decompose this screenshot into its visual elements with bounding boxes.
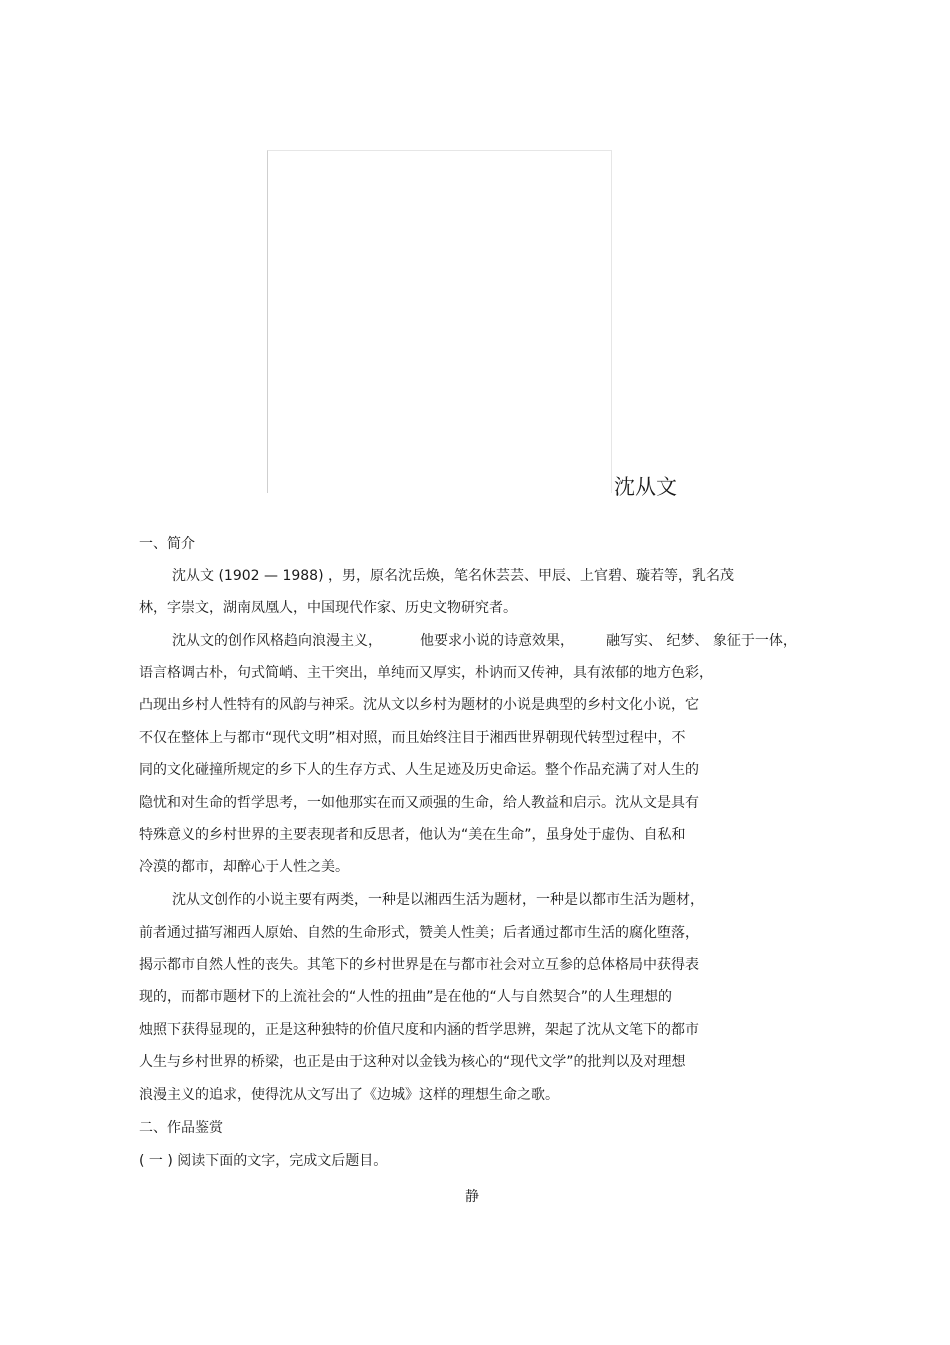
- style-para-line-4: 不仅在整体上与都市“现代文明”相对照，而且始终注目于湘西世界朝现代转型过程中，不: [139, 730, 686, 746]
- section1-heading: 一、简介: [139, 536, 195, 552]
- style-para-line-7: 特殊意义的乡村世界的主要表现者和反思者，他认为“美在生命”，虽身处于虚伪、自私和: [139, 827, 686, 843]
- works-para-line-6: 人生与乡村世界的桥梁，也正是由于这种对以金钱为核心的“现代文学”的批判以及对理想: [139, 1054, 686, 1070]
- bio-line-2: 林，字崇文，湖南凤凰人，中国现代作家、历史文物研究者。: [139, 600, 517, 616]
- works-para-line-3: 揭示都市自然人性的丧失。其笔下的乡村世界是在与都市社会对立互参的总体格局中获得表: [139, 957, 699, 973]
- style-part-3: 融写实、 纪梦、 象征于一体，: [606, 633, 797, 649]
- works-para-line-7: 浪漫主义的追求，使得沈从文写出了《边城》这样的理想生命之歌。: [139, 1087, 559, 1103]
- style-para-line-8: 冷漠的都市，却醉心于人性之美。: [139, 859, 349, 875]
- photo-caption: 沈从文: [614, 475, 677, 499]
- works-para-line-2: 前者通过描写湘西人原始、自然的生命形式，赞美人性美；后者通过都市生活的腐化堕落，: [139, 925, 699, 941]
- section2-heading: 二、作品鉴赏: [139, 1120, 223, 1136]
- style-para-line-6: 隐忧和对生命的哲学思考，一如他那实在而又顽强的生命，给人教益和启示。沈从文是具有: [139, 795, 699, 811]
- style-para-line-3: 凸现出乡村人性特有的风韵与神采。沈从文以乡村为题材的小说是典型的乡村文化小说，它: [139, 697, 699, 713]
- works-para-line-5: 烛照下获得显现的，正是这种独特的价值尺度和内涵的哲学思辨，架起了沈从文笔下的都市: [139, 1022, 699, 1038]
- style-para-line-2: 语言格调古朴，句式简峭、主干突出，单纯而又厚实，朴讷而又传神，具有浓郁的地方色彩，: [139, 665, 713, 681]
- bio-line-1: 沈从文 (1902 — 1988) ，男，原名沈岳焕，笔名休芸芸、甲辰、上官碧、璇若等，乳名茂: [172, 568, 734, 584]
- style-para-line-5: 同的文化碰撞所规定的乡下人的生存方式、人生足迹及历史命运。整个作品充满了对人生的: [139, 762, 699, 778]
- style-part-1: 沈从文的创作风格趋向浪漫主义，: [172, 633, 382, 649]
- reading-instruction: ( 一 ) 阅读下面的文字，完成文后题目。: [139, 1153, 388, 1169]
- works-para-line-1: 沈从文创作的小说主要有两类，一种是以湘西生活为题材，一种是以都市生活为题材，: [172, 892, 704, 908]
- style-para-line-1: [172, 632, 797, 650]
- works-para-line-4: 现的，而都市题材下的上流社会的“人性的扭曲”是在他的“人与自然契合”的人生理想的: [139, 989, 673, 1005]
- passage-title: 静: [465, 1189, 479, 1205]
- author-photo-placeholder: [267, 150, 612, 493]
- style-part-2: 他要求小说的诗意效果，: [420, 633, 574, 649]
